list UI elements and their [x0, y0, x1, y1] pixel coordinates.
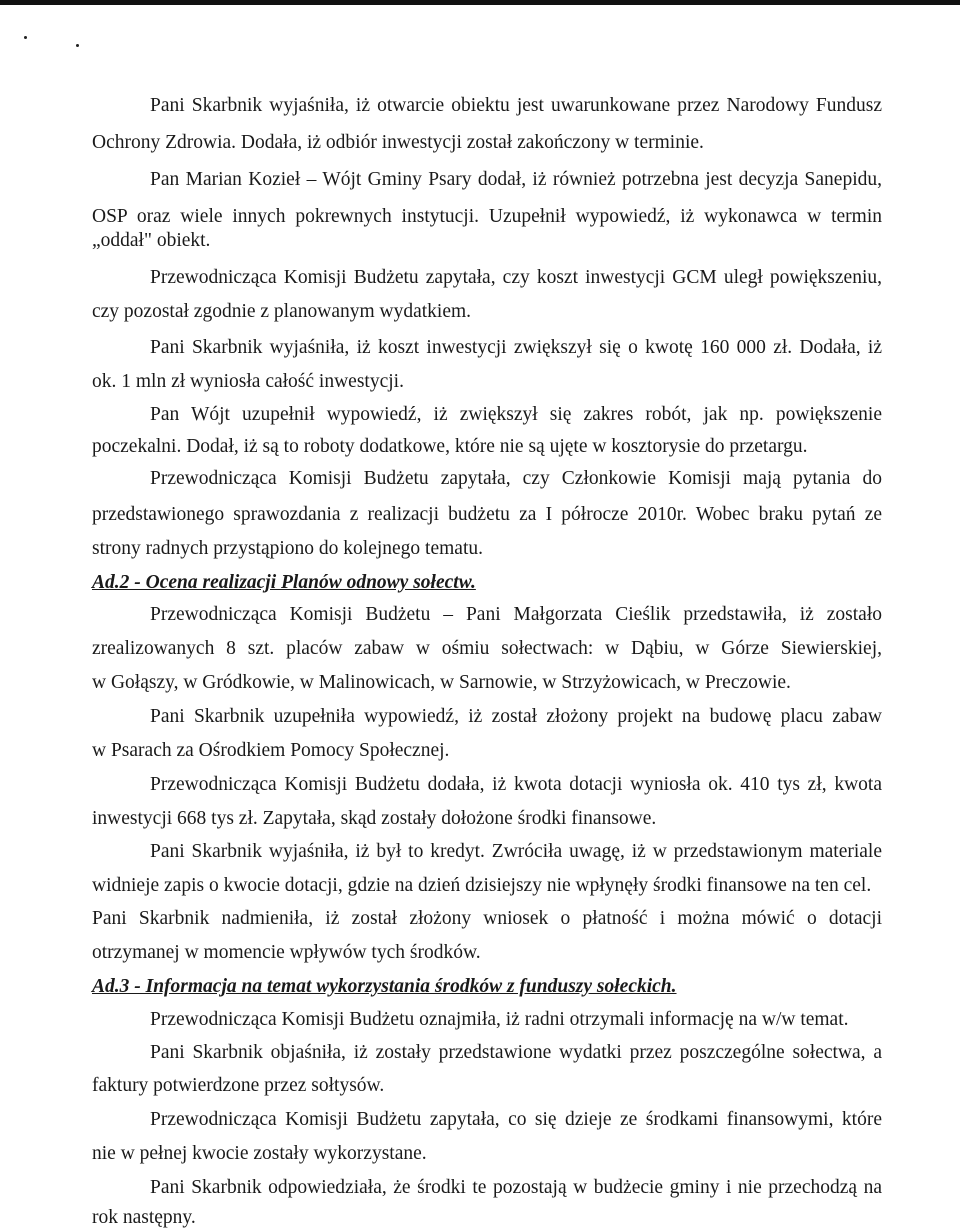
text-line: Przewodnicząca Komisji Budżetu zapytała, czy koszt inwestycji GCM uległ powiększeniu,	[150, 267, 882, 288]
text-line: otrzymanej w momencie wpływów tych środków.	[92, 942, 481, 963]
text-line: Pani Skarbnik uzupełniła wypowiedź, iż został złożony projekt na budowę placu zabaw	[150, 706, 882, 727]
text-line: w Gołąszy, w Gródkowie, w Malinowicach, w Sarnowie, w Strzyżowicach, w Preczowie.	[92, 672, 791, 693]
text-line: inwestycji 668 tys zł. Zapytała, skąd zostały dołożone środki finansowe.	[92, 808, 657, 829]
text-line: czy pozostał zgodnie z planowanym wydatkiem.	[92, 301, 472, 322]
text-line: w Psarach za Ośrodkiem Pomocy Społecznej.	[92, 740, 450, 761]
text-line: Ochrony Zdrowia. Dodała, iż odbiór inwestycji został zakończony w terminie.	[92, 132, 704, 153]
text-line: Przewodnicząca Komisji Budżetu – Pani Małgorzata Cieślik przedstawiła, iż zostało	[150, 604, 882, 625]
text-line: faktury potwierdzone przez sołtysów.	[92, 1075, 385, 1096]
text-line: Pani Skarbnik odpowiedziała, że środki te pozostają w budżecie gminy i nie przechodzą na	[150, 1177, 882, 1198]
text-line: Pan Marian Kozieł – Wójt Gminy Psary dodał, iż również potrzebna jest decyzja Sanepidu,	[150, 169, 882, 190]
text-line: zrealizowanych 8 szt. placów zabaw w ośmiu sołectwach: w Dąbiu, w Górze Siewierskiej,	[92, 638, 882, 659]
text-line: Przewodnicząca Komisji Budżetu zapytała, czy Członkowie Komisji mają pytania do	[150, 468, 882, 489]
text-line: Przewodnicząca Komisji Budżetu zapytała, co się dzieje ze środkami finansowymi, które	[150, 1109, 882, 1130]
text-line: strony radnych przystąpiono do kolejnego tematu.	[92, 538, 483, 559]
text-line: przedstawionego sprawozdania z realizacji budżetu za I półrocze 2010r. Wobec braku pytań ze	[92, 504, 882, 525]
text-line: Pani Skarbnik nadmieniła, iż został złożony wniosek o płatność i można mówić o dotacji	[92, 908, 882, 929]
text-line: „oddał" obiekt.	[92, 230, 211, 251]
text-line: Pani Skarbnik wyjaśniła, iż otwarcie obiektu jest uwarunkowane przez Narodowy Fundusz	[150, 95, 882, 116]
text-line: ok. 1 mln zł wyniosła całość inwestycji.	[92, 371, 404, 392]
text-line: poczekalni. Dodał, iż są to roboty dodatkowe, które nie są ujęte w kosztorysie do przetargu.	[92, 436, 808, 457]
text-line: Pani Skarbnik wyjaśniła, iż był to kredyt. Zwróciła uwagę, iż w przedstawionym materiale	[150, 841, 882, 862]
text-line: nie w pełnej kwocie zostały wykorzystane.	[92, 1143, 427, 1164]
text-line: widnieje zapis o kwocie dotacji, gdzie na dzień dzisiejszy nie wpłynęły środki finansowe na ten cel.	[92, 875, 872, 896]
text-line: OSP oraz wiele innych pokrewnych instytucji. Uzupełnił wypowiedź, iż wykonawca w termin	[92, 206, 882, 227]
text-line: Pani Skarbnik objaśniła, iż zostały przedstawione wydatki przez poszczególne sołectwa, a	[150, 1042, 882, 1063]
section-heading: Ad.2 - Ocena realizacji Planów odnowy sołectw.	[92, 572, 476, 593]
text-line: Pan Wójt uzupełnił wypowiedź, iż zwiększył się zakres robót, jak np. powiększenie	[150, 404, 882, 425]
text-line: Przewodnicząca Komisji Budżetu dodała, iż kwota dotacji wyniosła ok. 410 tys zł, kwota	[150, 774, 882, 795]
text-line: Pani Skarbnik wyjaśniła, iż koszt inwestycji zwiększył się o kwotę 160 000 zł. Dodała, iż	[150, 337, 882, 358]
section-heading: Ad.3 - Informacja na temat wykorzystania środków z funduszy sołeckich.	[92, 976, 677, 997]
text-line: rok następny.	[92, 1207, 196, 1228]
text-line: Przewodnicząca Komisji Budżetu oznajmiła, iż radni otrzymali informację na w/w temat.	[150, 1009, 849, 1030]
